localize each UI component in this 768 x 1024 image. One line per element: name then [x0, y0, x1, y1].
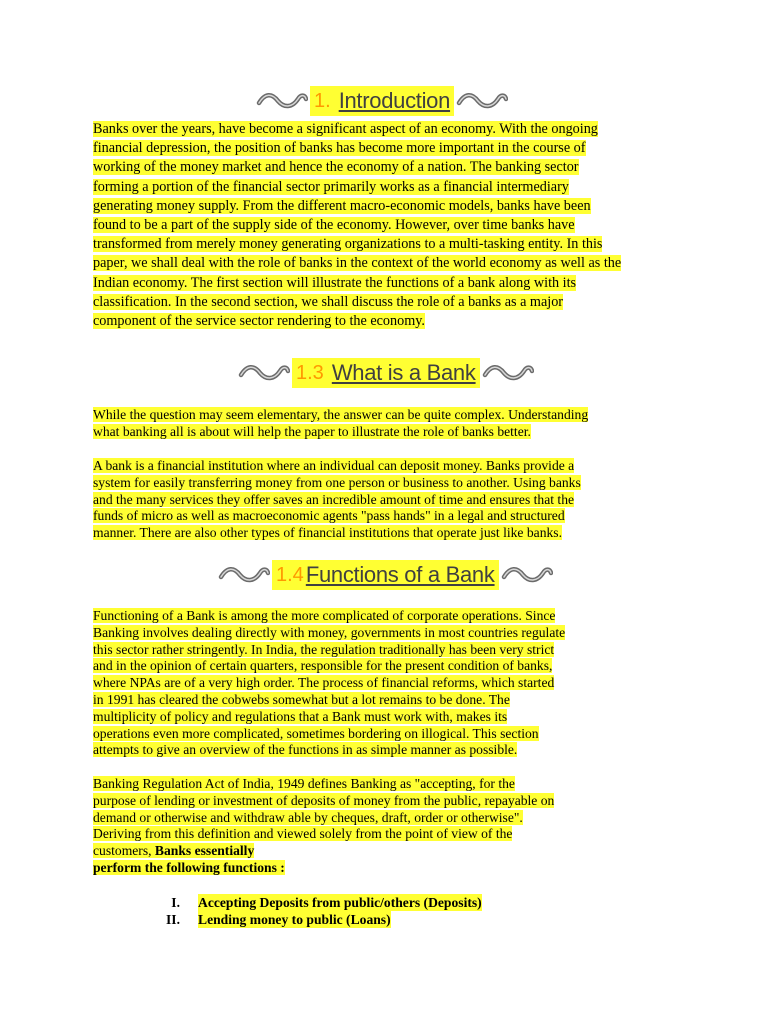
list-numeral: II. [166, 912, 180, 927]
text-line: where NPAs are of a very high order. The process of financial reforms, which started [93, 675, 555, 691]
heading-what-is-a-bank [238, 358, 534, 388]
swirl-ornament-icon [256, 90, 308, 112]
bold-phrase: perform the following functions : [93, 859, 285, 875]
text-line: Banking involves dealing directly with money, governments in most countries regulate [93, 624, 566, 640]
text-line: generating money supply. From the different macro-economic models, banks have been [93, 197, 591, 214]
text-line: transformed from merely money generating organizations to a multi-tasking entity. In this [93, 236, 603, 253]
heading-number: 1.3 [296, 361, 324, 384]
swirl-ornament-icon [238, 362, 290, 384]
text-line: Functioning of a Bank is among the more complicated of corporate operations. Since [93, 608, 556, 623]
list-item [140, 894, 482, 911]
text-line: While the question may seem elementary, the answer can be quite complex. Understanding [93, 407, 589, 422]
text-line: working of the money market and hence the economy of a nation. The banking sector [93, 159, 579, 176]
text-line: demand or otherwise and withdraw able by cheques, draft, order or otherwise". [93, 809, 523, 825]
what-is-bank-paragraph-1 [93, 407, 588, 441]
text-line: A bank is a financial institution where an individual can deposit money. Banks provide a [93, 458, 575, 473]
heading-introduction [256, 86, 508, 116]
what-is-bank-paragraph-2 [93, 458, 581, 542]
text-line: purpose of lending or investment of deposits of money from the public, repayable on [93, 792, 555, 808]
heading-band [272, 560, 499, 590]
customers-prefix: customers, [93, 843, 155, 859]
heading-title: Introduction [338, 88, 451, 113]
heading-number: 1.4 [276, 563, 304, 586]
text-line: found to be a part of the supply side of the economy. However, over time banks have [93, 217, 575, 234]
functions-list [140, 894, 482, 928]
text-line: Indian economy. The first section will illustrate the functions of a bank along with its [93, 274, 577, 291]
list-item-text: Accepting Deposits from public/others (Deposits) [198, 895, 482, 910]
heading-number: 1. [314, 89, 331, 112]
intro-paragraph [93, 120, 621, 331]
swirl-ornament-icon [456, 90, 508, 112]
text-line: classification. In the second section, we shall discuss the role of a banks as a major [93, 293, 564, 310]
text-line: forming a portion of the financial sector primarily works as a financial intermediary [93, 178, 569, 195]
text-line: component of the service sector rendering to the economy. [93, 313, 425, 330]
heading-title: What is a Bank [331, 360, 476, 385]
text-line: Banking Regulation Act of India, 1949 defines Banking as "accepting, for the [93, 776, 515, 791]
functions-paragraph-2 [93, 776, 554, 877]
swirl-ornament-icon [501, 564, 553, 586]
heading-functions-of-a-bank [218, 560, 553, 590]
text-line: in 1991 has cleared the cobwebs somewhat but a lot remains to be done. The [93, 691, 510, 707]
text-line: funds of micro as well as macroeconomic agents "pass hands" in a legal and structured [93, 508, 565, 524]
list-numeral: I. [171, 895, 180, 910]
text-line: what banking all is about will help the paper to illustrate the role of banks better. [93, 423, 531, 439]
text-line [93, 843, 254, 858]
swirl-ornament-icon [482, 362, 534, 384]
list-item [140, 911, 482, 928]
bold-phrase: Banks essentially [154, 843, 255, 859]
text-line: operations even more complicated, sometimes bordering on illogical. This section [93, 725, 539, 741]
text-line: multiplicity of policy and regulations that a Bank must work with, makes its [93, 708, 508, 724]
text-line: Deriving from this definition and viewed solely from the point of view of the [93, 826, 513, 842]
text-line: and in the opinion of certain quarters, responsible for the present condition of banks, [93, 658, 553, 674]
heading-band [292, 358, 480, 388]
text-line: and the many services they offer saves an incredible amount of time and ensures that the [93, 491, 575, 507]
list-item-text: Lending money to public (Loans) [198, 912, 391, 927]
heading-title: Functions of a Bank [305, 562, 495, 587]
heading-band [310, 86, 454, 116]
functions-paragraph-1 [93, 608, 565, 759]
swirl-ornament-icon [218, 564, 270, 586]
text-line: attempts to give an overview of the functions in as simple manner as possible. [93, 742, 518, 758]
text-line: manner. There are also other types of financial institutions that operate just like banks. [93, 525, 562, 541]
text-line: financial depression, the position of banks has become more important in the course of [93, 140, 586, 157]
text-line: paper, we shall deal with the role of banks in the context of the world economy as well as the [93, 255, 622, 272]
text-line: this sector rather stringently. In India, the regulation traditionally has been very strict [93, 641, 555, 657]
text-line: system for easily transferring money from one person or business to another. Using banks [93, 474, 581, 490]
text-line: Banks over the years, have become a significant aspect of an economy. With the ongoing [93, 121, 598, 137]
